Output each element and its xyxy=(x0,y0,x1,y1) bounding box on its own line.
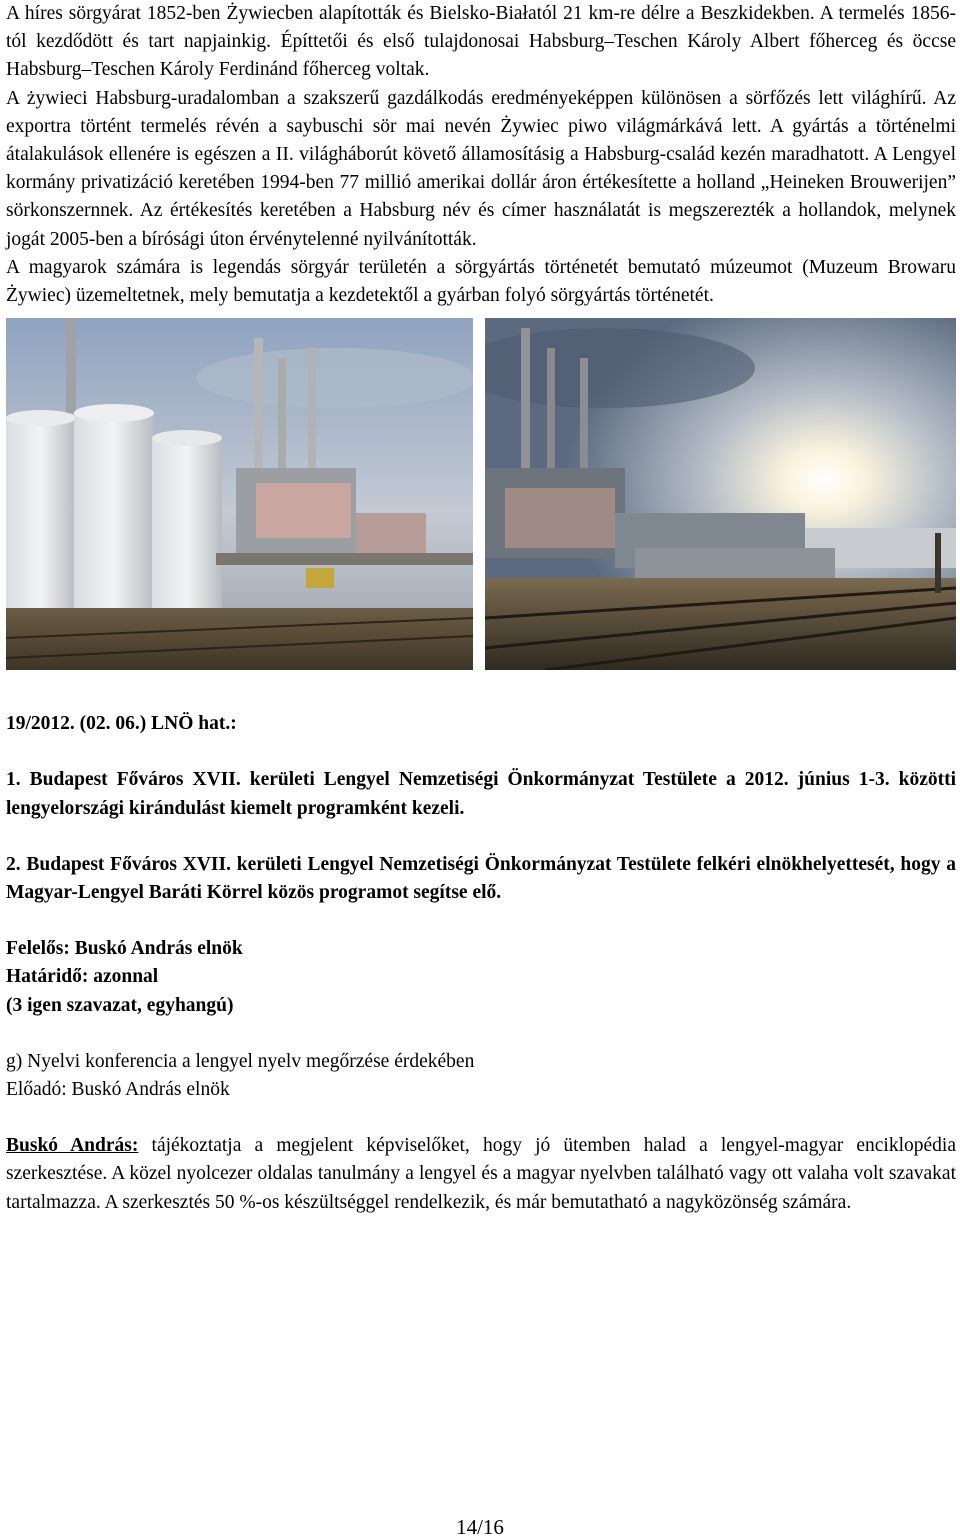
resolution-heading: 19/2012. (02. 06.) LNÖ hat.: xyxy=(6,713,237,735)
document-page xyxy=(6,0,956,1217)
resolution-deadline: Határidő: azonnal xyxy=(6,966,159,988)
photo-row xyxy=(6,318,956,682)
resolution-item-2: 2. Budapest Főváros XVII. kerületi Lengyel Nemzetiségi Önkormányzat Testülete felkéri elnökhelyettesét, hogy a Magyar-Lengyel Baráti Körrel közös programot segítse elő. xyxy=(6,853,956,904)
brewery-silos-photo xyxy=(6,318,473,670)
speech-text: tájékoztatja a megjelent képviselőket, hogy jó ütemben halad a lengyel-magyar enciklopédia szerkesztése. A közel nyolcezer oldalas tanulmány a lengyel és a magyar nyelvben található vagy ott valaha volt szavakat tartalmazza. A szerkesztés 50 %-os készültséggel rendelkezik, és már bemutatható a nagyközönség számára. xyxy=(6,1135,956,1213)
paragraph-history: A híres sörgyárat 1852-ben Żywiecben alapították és Bielsko-Białatól 21 km-re délre a Beszkidekben. A termelés 1856-tól kezdődött és tart napjainkig. Építtetői és első tulajdonosai Habsburg–Teschen Károly Albert főherceg és öccse Habsburg–Teschen Károly Ferdinánd főherceg voltak. xyxy=(6,3,956,81)
resolution-item-1: 1. Budapest Főváros XVII. kerületi Lengyel Nemzetiségi Önkormányzat Testülete a 2012. június 1-3. közötti lengyelországi kirándulást kiemelt programként kezeli. xyxy=(6,769,956,819)
page-number: 14/16 xyxy=(456,1515,504,1539)
agenda-presenter: Előadó: Buskó András elnök xyxy=(6,1079,230,1101)
speaker-name: Buskó András: xyxy=(6,1135,139,1157)
resolution-vote: (3 igen szavazat, egyhangú) xyxy=(6,994,234,1016)
agenda-topic: g) Nyelvi konferencia a lengyel nyelv megőrzése érdekében xyxy=(6,1050,475,1072)
brewery-railway-photo xyxy=(485,318,956,670)
paragraph-habsburg: A żywieci Habsburg-uradalomban a szakszerű gazdálkodás eredményeképpen különösen a sörfőzés lett világhírű. Az exportra történt termelés révén a saybuschi sör mai nevén Żywiec piwo világmárkává lett. A gyártás a történelmi átalakulások ellenére is egészen a II. világháborút követő államosításig a Habsburg-család kezén maradhatott. A Lengyel kormány privatizáció keretében 1994-ben 77 millió amerikai dollár áron értékesítette a holland „Heineken Brouwerijen” sörkonszernnek. Az értékesítés keretében a Habsburg név és címer használatát is megszerezték a hollandok, melynek jogát 2005-ben a bírósági úton érvénytelenné nyilvánították. xyxy=(6,87,956,250)
resolution-responsible: Felelős: Buskó András elnök xyxy=(6,938,243,960)
paragraph-museum: A magyarok számára is legendás sörgyár területén a sörgyártás történetét bemutató múzeumot (Muzeum Browaru Żywiec) üzemeltetnek, mely bemutatja a kezdetektől a gyárban folyó sörgyártás történetét. xyxy=(6,256,956,307)
agenda-speech xyxy=(6,1132,956,1217)
